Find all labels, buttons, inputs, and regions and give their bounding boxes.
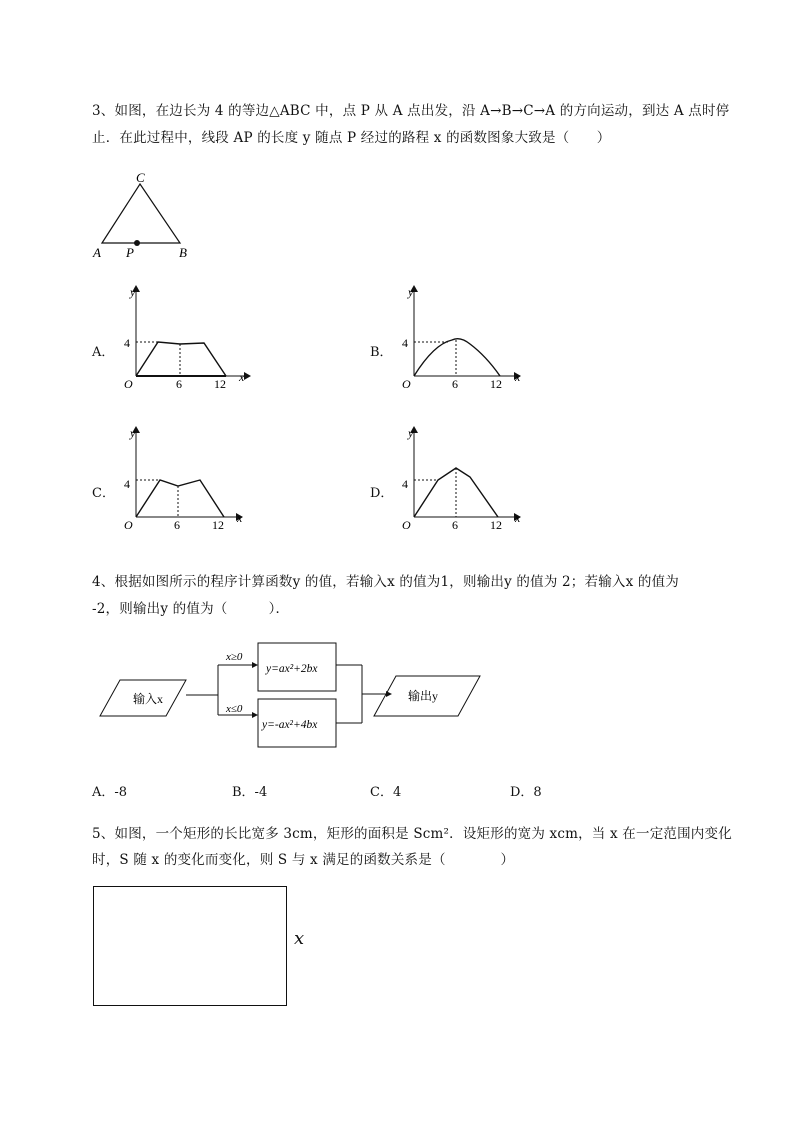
origin-label: O (402, 518, 411, 532)
q5-text-line2: 时，S 随 x 的变化而变化，则 S 与 x 满足的函数关系是（ ） (92, 852, 515, 868)
option-a-letter: A． (92, 345, 115, 360)
q4-text-line2: -2，则输出y 的值为（ ）． (92, 601, 290, 617)
formula-top-label: y=ax²+2bx (266, 663, 318, 675)
y-axis-label: y (130, 285, 136, 299)
tick-label-6: 6 (452, 518, 458, 532)
x-axis-label: x (237, 511, 243, 525)
tick-label-12: 12 (490, 518, 502, 532)
option-a-graph (112, 282, 252, 392)
option-c-letter: C． (92, 486, 115, 501)
y-axis-label: y (408, 426, 414, 440)
input-box-label: 输入x (133, 692, 164, 706)
q4-answer-c: C．4 (370, 785, 402, 800)
q4-answer-d: D．8 (510, 785, 542, 800)
tick-label-6: 6 (176, 377, 182, 391)
option-c-graph (112, 423, 252, 533)
x-axis-label: x (239, 370, 245, 384)
condition-bottom-label: x≤0 (226, 703, 243, 715)
tick-label-6: 6 (174, 518, 180, 532)
x-axis-label: x (515, 370, 521, 384)
rectangle-figure (93, 886, 287, 1006)
q4-answer-b: B．-4 (232, 785, 268, 800)
origin-label: O (402, 377, 411, 391)
y-axis-label: y (130, 426, 136, 440)
option-d-letter: D． (370, 486, 394, 501)
y-axis-label: y (408, 285, 414, 299)
option-b-letter: B． (370, 345, 393, 360)
origin-label: O (124, 377, 133, 391)
q3-text-line2: 止．在此过程中，线段 AP 的长度 y 随点 P 经过的路程 x 的函数图象大致是（ ） (92, 130, 611, 146)
tick-label-4: 4 (124, 336, 130, 350)
origin-label: O (124, 518, 133, 532)
point-p-label: P (126, 245, 134, 260)
rectangle-width-label: x (294, 928, 305, 949)
tick-label-12: 12 (490, 377, 502, 391)
x-axis-label: x (515, 511, 521, 525)
tick-label-6: 6 (452, 377, 458, 391)
condition-top-label: x≥0 (226, 651, 243, 663)
tick-label-4: 4 (402, 477, 408, 491)
output-box-label: 输出y (408, 689, 439, 703)
option-b-graph (390, 282, 530, 392)
option-d-graph (390, 423, 530, 533)
formula-bottom-label: y=-ax²+4bx (262, 719, 318, 731)
q3-text-line1: 3、如图，在边长为 4 的等边△ABC 中，点 P 从 A 点出发，沿 A→B→C→A 的方向运动，到达 A 点时停 (92, 103, 730, 119)
tick-label-12: 12 (214, 377, 226, 391)
q5-text-line1: 5、如图，一个矩形的长比宽多 3cm，矩形的面积是 Scm²．设矩形的宽为 xcm，当 x 在一定范围内变化 (92, 826, 732, 842)
tick-label-4: 4 (124, 477, 130, 491)
tick-label-4: 4 (402, 336, 408, 350)
tick-label-12: 12 (212, 518, 224, 532)
vertex-a-label: A (93, 245, 101, 260)
q4-text-line1: 4、根据如图所示的程序计算函数y 的值，若输入x 的值为1，则输出y 的值为 2；若输入x 的值为 (92, 574, 680, 590)
vertex-c-label: C (136, 170, 145, 185)
q4-answer-a: A．-8 (92, 785, 128, 800)
vertex-b-label: B (179, 245, 187, 260)
program-flowchart (96, 638, 486, 753)
triangle-figure (90, 168, 200, 263)
